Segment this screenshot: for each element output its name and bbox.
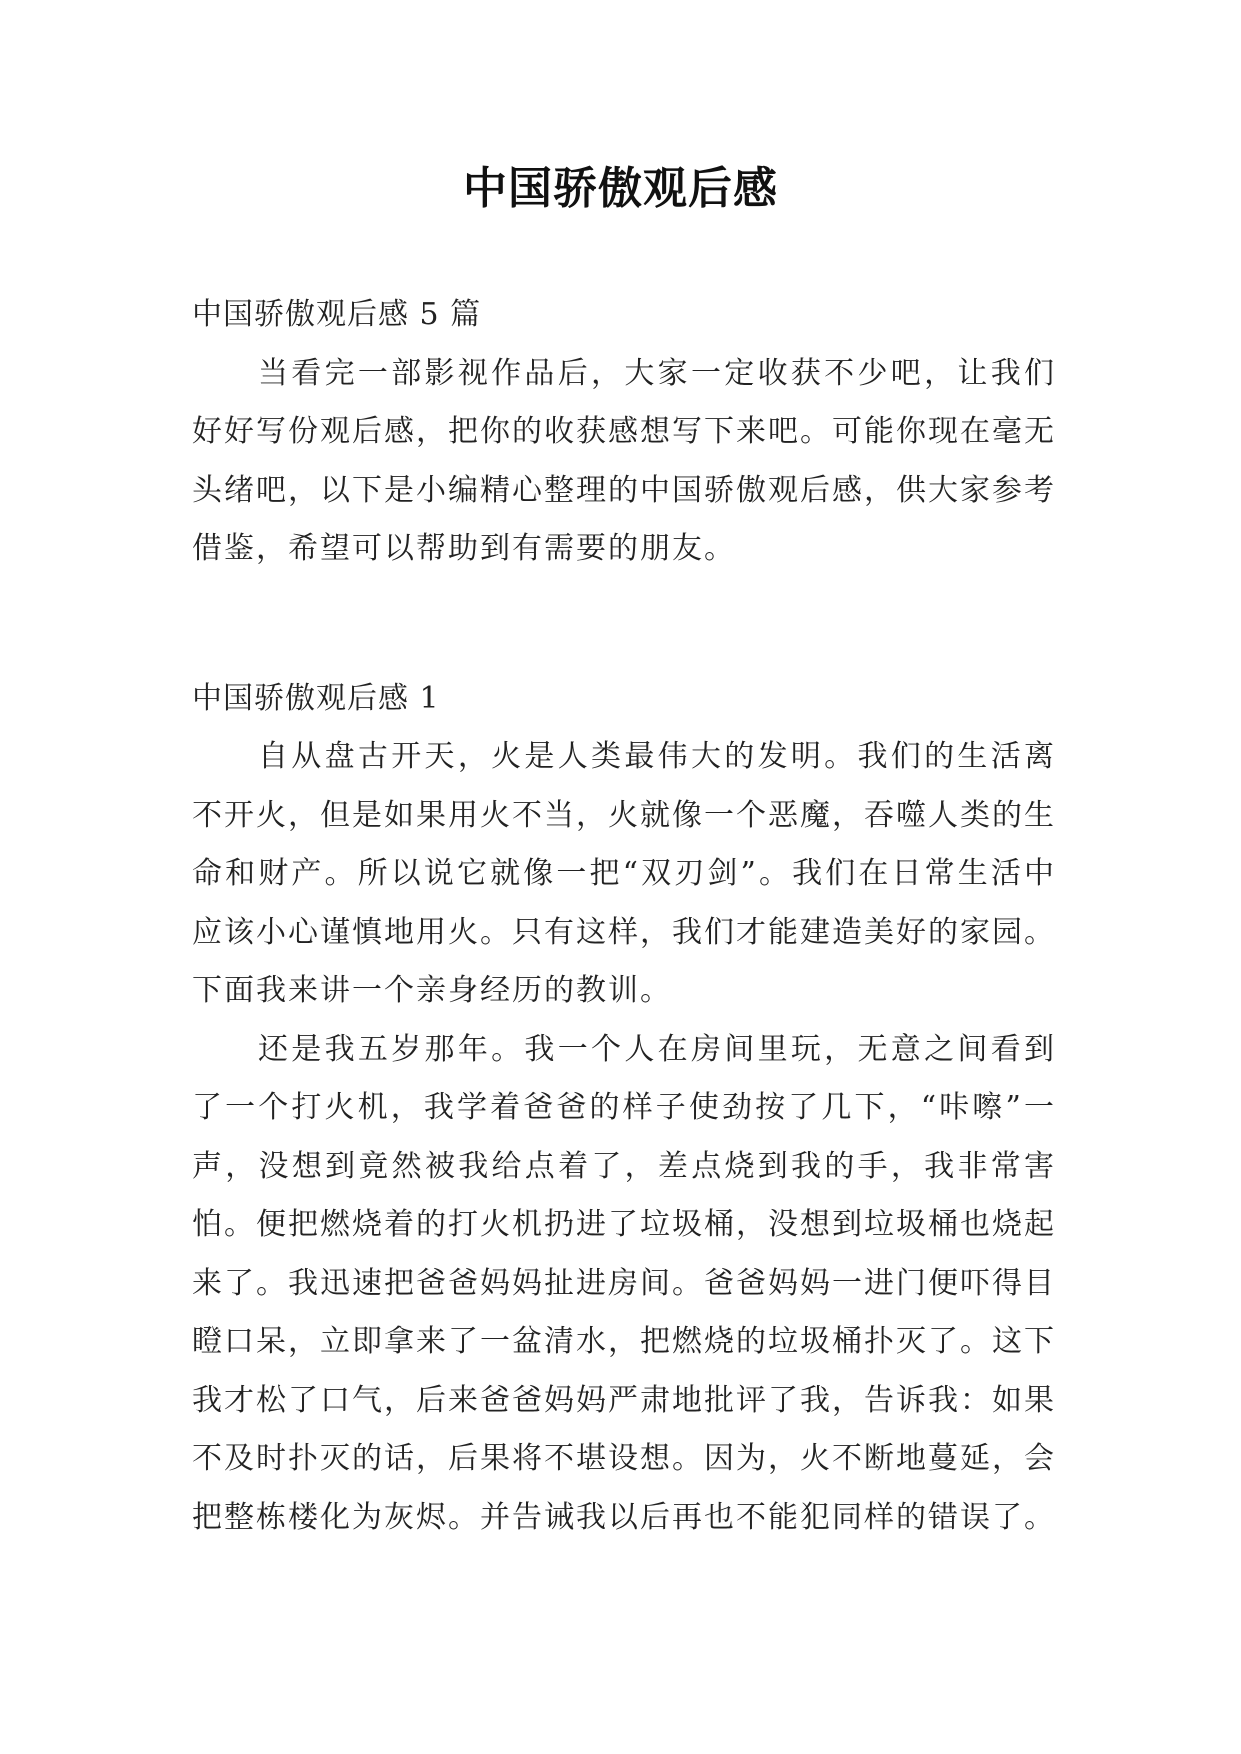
paragraph-spacer (192, 579, 1056, 670)
document-body (192, 286, 1056, 1547)
section-heading: 中国骄傲观后感 1 (192, 680, 440, 716)
body-paragraph: 还是我五岁那年。我一个人在房间里玩，无意之间看到了一个打火机，我学着爸爸的样子使劲按了几下，“咔嚓”一声，没想到竟然被我给点着了，差点烧到我的手，我非常害怕。便把燃烧着的打火机扔进了垃圾桶，没想到垃圾桶也烧起来了。我迅速把爸爸妈妈扯进房间。爸爸妈妈一进门便吓得目瞪口呆，立即拿来了一盆清水，把燃烧的垃圾桶扑灭了。这下我才松了口气，后来爸爸妈妈严肃地批评了我，告诉我：如果不及时扑灭的话，后果将不堪设想。因为，火不断地蔓延，会把整栋楼化为灰烬。并告诫我以后再也不能犯同样的错误了。 (192, 1031, 1056, 1535)
intro-heading: 中国骄傲观后感 5 篇 (192, 297, 482, 332)
intro-paragraph: 当看完一部影视作品后，大家一定收获不少吧，让我们好好写份观后感，把你的收获感想写下来吧。可能你现在毫无头绪吧，以下是小编精心整理的中国骄傲观后感，供大家参考借鉴，希望可以帮助到有需要的朋友。 (192, 355, 1056, 566)
document-title: 中国骄傲观后感 (463, 163, 778, 214)
body-paragraph: 自从盘古开天，火是人类最伟大的发明。我们的生活离不开火，但是如果用火不当，火就像一个恶魔，吞噬人类的生命和财产。所以说它就像一把“双刃剑”。我们在日常生活中应该小心谨慎地用火。只有这样，我们才能建造美好的家园。下面我来讲一个亲身经历的教训。 (192, 739, 1056, 1008)
